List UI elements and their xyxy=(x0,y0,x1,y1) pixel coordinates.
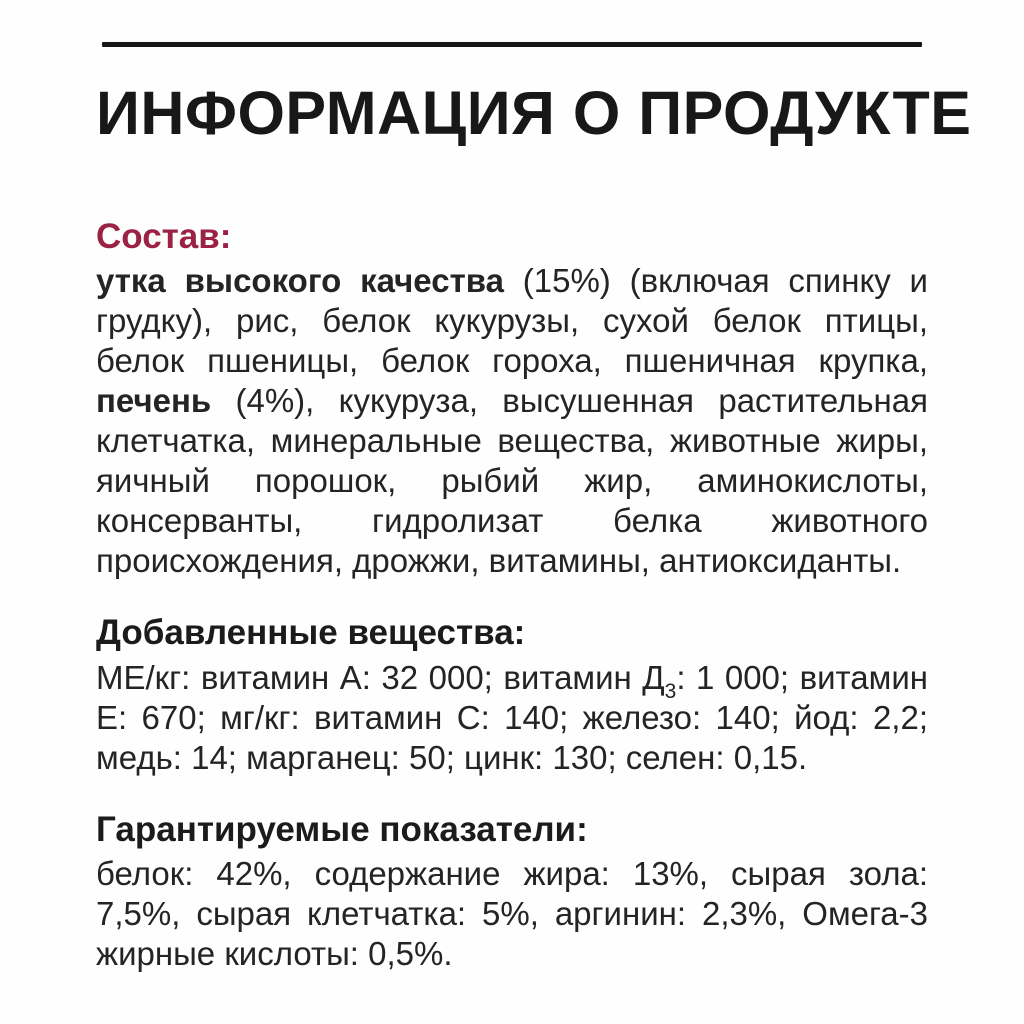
composition-text xyxy=(96,261,928,581)
guaranteed-heading: Гарантируемые показатели: xyxy=(96,809,588,849)
vitamin-d3-subscript: 3 xyxy=(664,679,677,703)
composition-heading: Состав: xyxy=(96,217,232,257)
additives-heading: Добавленные вещества: xyxy=(96,613,526,653)
additives-section xyxy=(96,613,928,777)
composition-bold-liver: печень xyxy=(96,382,212,420)
additives-text xyxy=(96,658,928,778)
composition-text-part1: (15%) (включая спинку и грудку), рис, белок кукурузы, сухой белок птицы, белок пшеницы, белок гороха, пшеничная крупка, xyxy=(96,262,928,380)
guaranteed-text: белок: 42%, содержание жира: 13%, сырая зола: 7,5%, сырая клетчатка: 5%, аргинин: 2,3%, Омега-3 жирные кислоты: 0,5%. xyxy=(96,854,928,972)
composition-section xyxy=(96,217,928,581)
page-title: ИНФОРМАЦИЯ О ПРОДУКТЕ xyxy=(96,79,972,147)
composition-text-part2: (4%), кукуруза, высушенная растительная клетчатка, минеральные вещества, животные жиры, яичный порошок, рыбий жир, аминокислоты, консерванты, гидролизат белка животного происхождения, дрожжи, витамины, антиоксиданты. xyxy=(96,382,928,580)
additives-text-part2: : 1 000; витамин Е: 670; мг/кг: витамин С: 140; железо: 140; йод: 2,2; медь: 14; марганец: 50; цинк: 130; селен: 0,15. xyxy=(96,658,928,776)
composition-bold-duck: утка высокого качества xyxy=(96,262,504,300)
guaranteed-section xyxy=(96,810,928,974)
additives-text-part1: МЕ/кг: витамин А: 32 000; витамин Д xyxy=(96,658,665,696)
top-divider xyxy=(102,42,922,47)
